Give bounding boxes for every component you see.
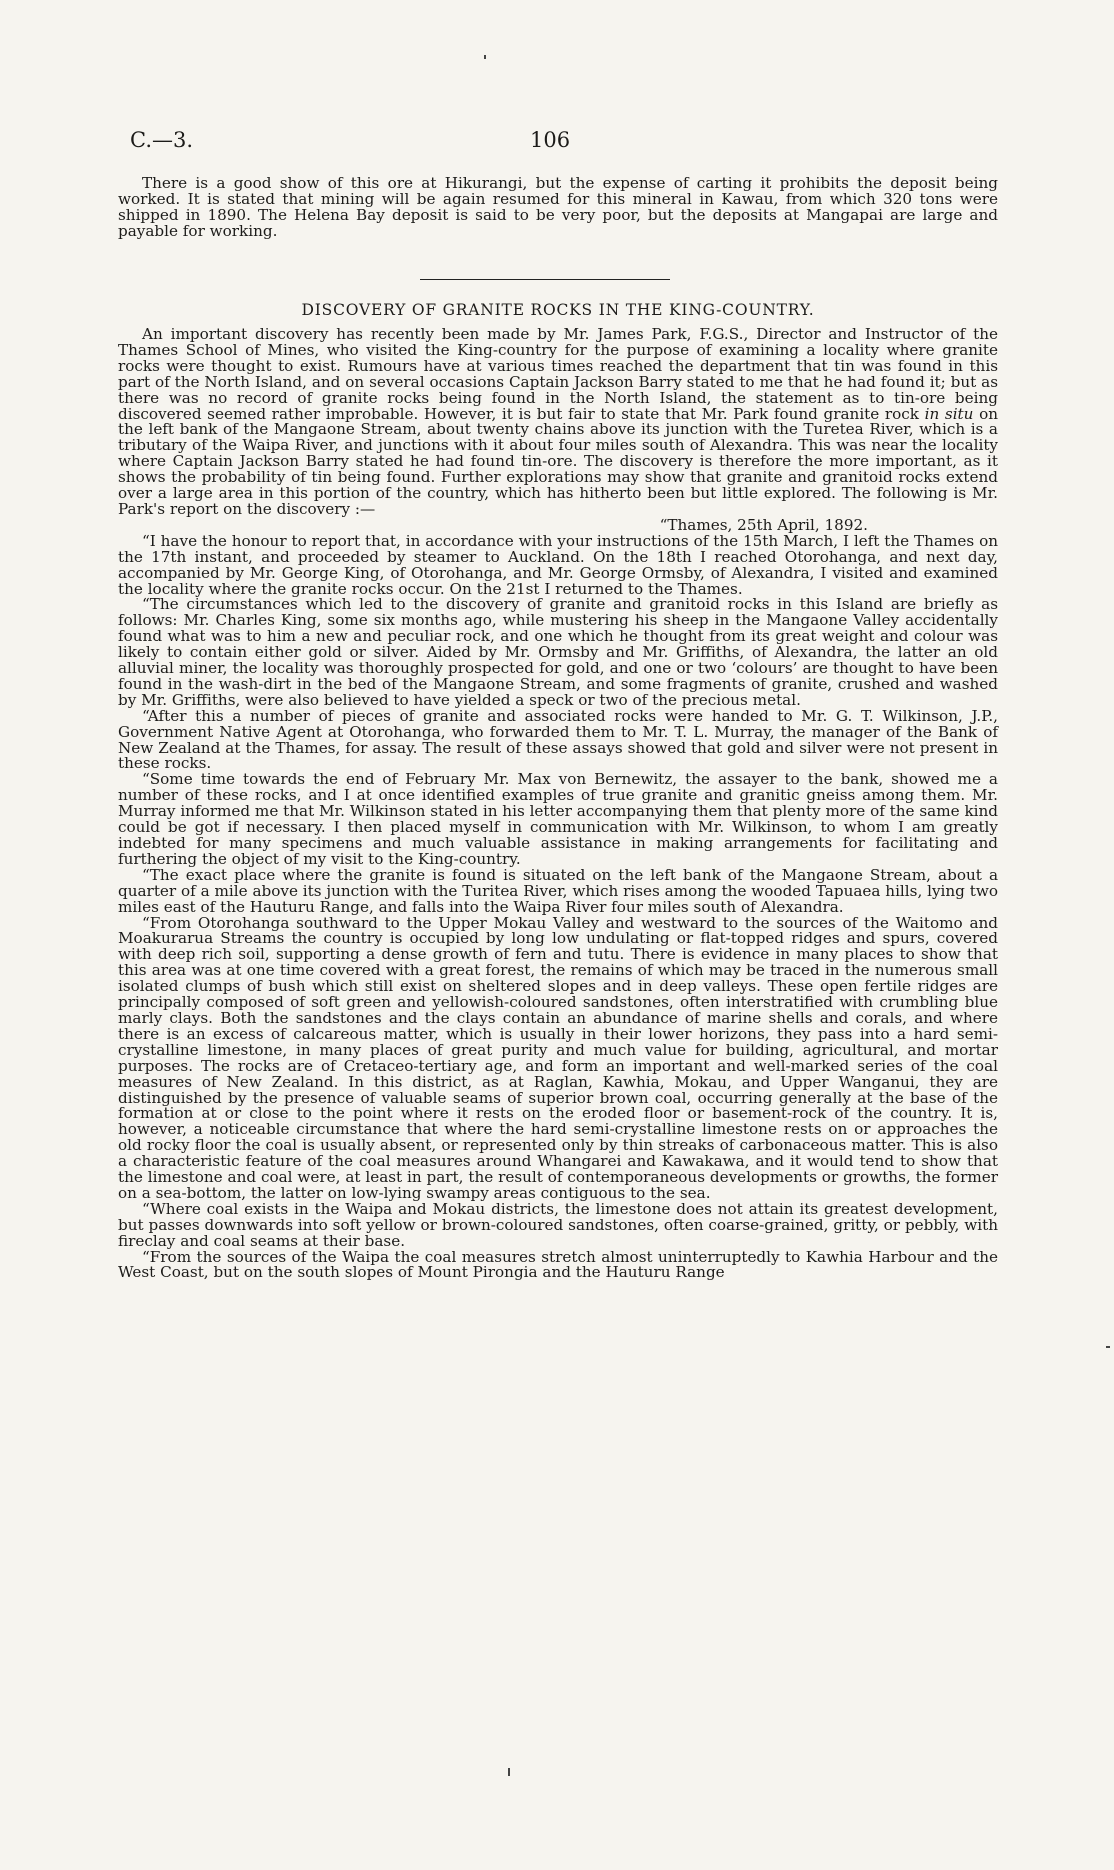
page-header [130, 128, 990, 158]
report-paragraph: “After this a number of pieces of granite and associated rocks were handed to Mr. G. T. Wilkinson, J.P., Government Native Agent at Otorohanga, who forwarded them to Mr. T. L. Murray, the manager of the Bank of New Zealand at the Thames, for assay. The result of these assays showed that gold and silver were not present in these rocks. [118, 706, 998, 773]
report-paragraph: “Where coal exists in the Waipa and Mokau districts, the limestone does not attain its greatest development, but passes downwards into soft yellow or brown-coloured sandstones, often coarse-grained, gritty, or pebbly, with fireclay and coal seams at their base. [118, 1199, 998, 1250]
scan-mark [508, 1768, 510, 1776]
report-paragraph: “From the sources of the Waipa the coal measures stretch almost uninterruptedly to Kawhia Harbour and the West Coast, but on the south slopes of Mount Pirongia and the Hauturu Range [118, 1247, 998, 1282]
scan-mark [484, 55, 486, 59]
paragraph-discovery-a: An important discovery has recently been made by Mr. James Park, F.G.S., Director and Instructor of the Thames School of Mines, who visited the King-country for the purpose of examining a locality where granite rocks were thought to exist. Rumours have at various times reached the department that tin was found in this part of the North Island, and on several occasions Captain Jackson Barry stated to me that he had found it; but as there was no record of granite rocks being found in the North Island, the statement as to tin-ore being discovered seemed rather improbable. However, it is but fair to state that Mr. Park found granite rock [118, 325, 998, 423]
report-paragraph: “Some time towards the end of February Mr. Max von Bernewitz, the assayer to the bank, showed me a number of these rocks, and I at once identified examples of true granite and granitic gneiss among them. Mr. Murray informed me that Mr. Wilkinson stated in his letter accompanying them that plenty more of the same kind could be got if necessary. I then placed myself in communication with Mr. Wilkinson, to whom I am greatly indebted for many specimens and much valuable assistance in making arrangements for facilitating and furthering the object of my visit to the King-country. [118, 770, 999, 868]
document-reference: C.—3. [130, 128, 194, 152]
intro-block [118, 176, 998, 240]
latin-term: in situ [924, 404, 974, 423]
section-title: DISCOVERY OF GRANITE ROCKS IN THE KING-COUNTRY. [301, 301, 815, 319]
intro-paragraph: There is a good show of this ore at Hikurangi, but the expense of carting it prohibits the deposit being worked. It is stated that mining will be again resumed for this mineral in Kawau, from which 320 tons were shipped in 1890. The Helena Bay deposit is said to be very poor, but the deposits at Mangapai are large and payable for working. [118, 174, 998, 240]
article-body [118, 327, 998, 1281]
paragraph-discovery-b: on the left bank of the Mangaone Stream, about twenty chains above its junction with the Turetea River, which is a tributary of the Waipa River, and junctions with it about four miles south of Alexandra. This was near the locality where Captain Jackson Barry stated he had found tin-ore. The discovery is therefore the more important, as it shows the probability of tin being found. Further explorations may show that granite and granitoid rocks extend over a large area in this portion of the country, which has hitherto been but little explored. The following is Mr. Park's report on the discovery :— [118, 404, 998, 518]
report-paragraph: “The exact place where the granite is found is situated on the left bank of the Mangaone Stream, about a quarter of a mile above its junction with the Turitea River, which rises among the wooded Tapuaea hills, lying two miles east of the Hauturu Range, and falls into the Waipa River four miles south of Alexandra. [118, 865, 998, 916]
paragraph-discovery [118, 327, 998, 518]
report-paragraph: “I have the honour to report that, in accordance with your instructions of the 15th March, I left the Thames on the 17th instant, and proceeded by steamer to Auckland. On the 18th I reached Otorohanga, and next day, accompanied by Mr. George King, of Otorohanga, and Mr. George Ormsby, of Alexandra, I visited and examined the locality where the granite rocks occur. On the 21st I returned to the Thames. [118, 531, 998, 598]
page-number: 106 [530, 128, 571, 152]
scan-mark [1106, 1346, 1110, 1348]
report-dateline: “Thames, 25th April, 1892. [659, 515, 868, 534]
report-paragraph: “The circumstances which led to the discovery of granite and granitoid rocks in this Island are briefly as follows: Mr. Charles King, some six months ago, while mustering his sheep in the Mangaone Valley accidentally found what was to him a new and peculiar rock, and one which he thought from its great weight and colour was likely to contain either gold or silver. Aided by Mr. Ormsby and Mr. Griffiths, of Alexandra, the latter an old alluvial miner, the locality was thoroughly prospected for gold, and one or two ‘colours’ are thought to have been found in the wash-dirt in the bed of the Mangaone Stream, and some fragments of granite, crushed and washed by Mr. Griffiths, were also believed to have yielded a speck or two of the precious metal. [118, 595, 998, 709]
report-paragraph: “From Otorohanga southward to the Upper Mokau Valley and westward to the sources of the Waitomo and Moakurarua Streams the country is occupied by long low undulating or flat-topped ridges and spurs, covered with deep rich soil, supporting a dense growth of fern and tutu. There is evidence in many places to show that this area was at one time covered with a great forest, the remains of which may be traced in the numerous small isolated clumps of bush which still exist on sheltered slopes and in deep valleys. These open fertile ridges are principally composed of soft green and yellowish-coloured sandstones, often interstratified with crumbling blue marly clays. Both the sandstones and the clays contain an abundance of marine shells and corals, and where there is an excess of calcareous matter, which is usually in their lower horizons, they pass into a hard semi-crystalline limestone, in many places of great purity and much value for building, agricultural, and mortar purposes. The rocks are of Cretaceo-tertiary age, and form an important and well-marked series of the coal measures of New Zealand. In this district, as at Raglan, Kawhia, Mokau, and Upper Wanganui, they are distinguished by the presence of valuable seams of superior brown coal, occurring generally at the base of the formation at or close to the point where it rests on the eroded floor or basement-rock of the country. It is, however, a noticeable circumstance that where the hard semi-crystalline limestone rests on or approaches the old rocky floor the coal is usually absent, or represented only by thin streaks of carbonaceous matter. This is also a characteristic feature of the coal measures around Whangarei and Kawakawa, and it would tend to show that the limestone and coal were, at least in part, the result of contemporaneous developments or growths, the former on a sea-bottom, the latter on low-lying swampy areas contiguous to the sea. [118, 913, 998, 1202]
section-divider [420, 279, 670, 280]
